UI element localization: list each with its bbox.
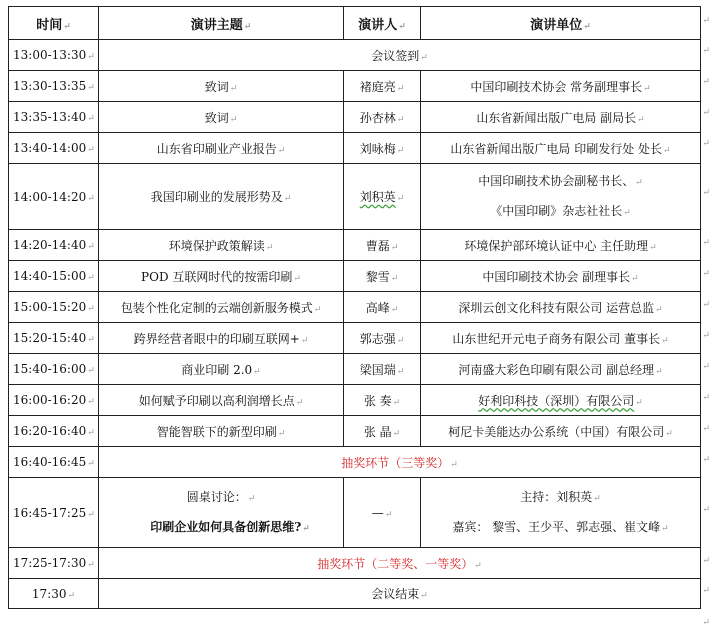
speaker-cell: 曹磊↵ [344, 230, 421, 261]
org-cell: 山东世纪开元电子商务有限公司 董事长↵ [421, 323, 701, 354]
paragraph-mark: ↵ [702, 108, 710, 118]
time-cell: 14:40-15:00↵ [9, 261, 99, 292]
paragraph-mark: ↵ [702, 46, 710, 56]
header-row [9, 7, 701, 40]
time-cell: 13:35-13:40↵ [9, 102, 99, 133]
topic-cell: 跨界经营者眼中的印刷互联网+↵ [99, 323, 344, 354]
topic-cell: 圆桌讨论：↵ 印刷企业如何具备创新思维?↵ [99, 478, 344, 548]
merged-cell: 会议签到↵ [99, 40, 701, 71]
paragraph-mark: ↵ [702, 455, 710, 465]
speaker-cell: 张 晶↵ [344, 416, 421, 447]
topic-cell: 山东省印刷业产业报告↵ [99, 133, 344, 164]
time-cell: 17:30↵ [9, 579, 99, 609]
org-cell: 河南盛大彩色印刷有限公司 副总经理↵ [421, 354, 701, 385]
topic-cell: 商业印刷 2.0↵ [99, 354, 344, 385]
header-time: 时间↵ [9, 7, 99, 40]
merged-cell: 会议结束↵ [99, 579, 701, 609]
speaker-cell: 郭志强↵ [344, 323, 421, 354]
paragraph-mark: ↵ [702, 300, 710, 310]
speaker-cell: 刘积英↵ [344, 164, 421, 230]
paragraph-mark: ↵ [702, 331, 710, 341]
table-row [9, 416, 701, 447]
paragraph-mark: ↵ [702, 393, 710, 403]
time-cell: 13:30-13:35↵ [9, 71, 99, 102]
org-cell: 中国印刷技术协会副秘书长、↵ 《中国印刷》杂志社社长↵ [421, 164, 701, 230]
topic-cell: 致词↵ [99, 71, 344, 102]
org-cell: 山东省新闻出版广电局 印刷发行处 处长↵ [421, 133, 701, 164]
table-row [9, 323, 701, 354]
speaker-cell: 褚庭亮↵ [344, 71, 421, 102]
paragraph-mark: ↵ [702, 269, 710, 279]
time-cell: 15:00-15:20↵ [9, 292, 99, 323]
table-row [9, 292, 701, 323]
table-row [9, 261, 701, 292]
table-row [9, 133, 701, 164]
time-cell: 14:20-14:40↵ [9, 230, 99, 261]
org-cell: 环境保护部环境认证中心 主任助理↵ [421, 230, 701, 261]
paragraph-mark: ↵ [702, 586, 710, 596]
speaker-cell: 刘咏梅↵ [344, 133, 421, 164]
paragraph-mark: ↵ [702, 16, 710, 26]
org-cell: 主持：刘积英↵ 嘉宾： 黎雪、王少平、郭志强、崔文峰↵ [421, 478, 701, 548]
time-cell: 16:40-16:45↵ [9, 447, 99, 478]
org-cell: 山东省新闻出版广电局 副局长↵ [421, 102, 701, 133]
org-cell: 深圳云创文化科技有限公司 运营总监↵ [421, 292, 701, 323]
org-cell: 中国印刷技术协会 常务副理事长↵ [421, 71, 701, 102]
table-row [9, 71, 701, 102]
time-cell: 15:20-15:40↵ [9, 323, 99, 354]
time-cell: 14:00-14:20↵ [9, 164, 99, 230]
org-cell: 中国印刷技术协会 副理事长↵ [421, 261, 701, 292]
paragraph-mark: ↵ [702, 77, 710, 87]
speaker-cell: 孙杏林↵ [344, 102, 421, 133]
speaker-cell: 高峰↵ [344, 292, 421, 323]
header-topic: 演讲主题↵ [99, 7, 344, 40]
time-cell: 15:40-16:00↵ [9, 354, 99, 385]
time-cell: 13:00-13:30↵ [9, 40, 99, 71]
table-row [9, 579, 701, 609]
topic-cell: POD 互联网时代的按需印刷↵ [99, 261, 344, 292]
paragraph-mark: ↵ [702, 188, 710, 198]
speaker-cell: 黎雪↵ [344, 261, 421, 292]
paragraph-mark: ↵ [702, 505, 710, 515]
header-org: 演讲单位↵ [421, 7, 701, 40]
topic-cell: 智能智联下的新型印刷↵ [99, 416, 344, 447]
header-speaker: 演讲人↵ [344, 7, 421, 40]
table-row [9, 354, 701, 385]
time-cell: 16:20-16:40↵ [9, 416, 99, 447]
paragraph-mark: ↵ [702, 362, 710, 372]
paragraph-mark: ↵ [702, 556, 710, 566]
org-cell: 好利印科技（深圳）有限公司↵ [421, 385, 701, 416]
schedule-table [8, 6, 701, 609]
time-cell: 16:45-17:25↵ [9, 478, 99, 548]
lottery-cell: 抽奖环节（二等奖、一等奖）↵ [99, 548, 701, 579]
table-row [9, 478, 701, 548]
table-row [9, 102, 701, 133]
paragraph-mark: ↵ [702, 424, 710, 434]
topic-cell: 环境保护政策解读↵ [99, 230, 344, 261]
table-row [9, 164, 701, 230]
lottery-cell: 抽奖环节（三等奖）↵ [99, 447, 701, 478]
topic-cell: 如何赋予印刷以高利润增长点↵ [99, 385, 344, 416]
topic-cell: 致词↵ [99, 102, 344, 133]
time-cell: 16:00-16:20↵ [9, 385, 99, 416]
paragraph-mark: ↵ [702, 618, 710, 628]
paragraph-mark: ↵ [702, 139, 710, 149]
org-cell: 柯尼卡美能达办公系统（中国）有限公司↵ [421, 416, 701, 447]
topic-cell: 我国印刷业的发展形势及↵ [99, 164, 344, 230]
table-row [9, 385, 701, 416]
speaker-cell: 梁国瑞↵ [344, 354, 421, 385]
table-row [9, 548, 701, 579]
time-cell: 17:25-17:30↵ [9, 548, 99, 579]
table-row [9, 40, 701, 71]
time-cell: 13:40-14:00↵ [9, 133, 99, 164]
paragraph-mark: ↵ [702, 238, 710, 248]
speaker-cell: —↵ [344, 478, 421, 548]
table-row [9, 230, 701, 261]
topic-cell: 包装个性化定制的云端创新服务模式↵ [99, 292, 344, 323]
table-row [9, 447, 701, 478]
speaker-cell: 张 奏↵ [344, 385, 421, 416]
